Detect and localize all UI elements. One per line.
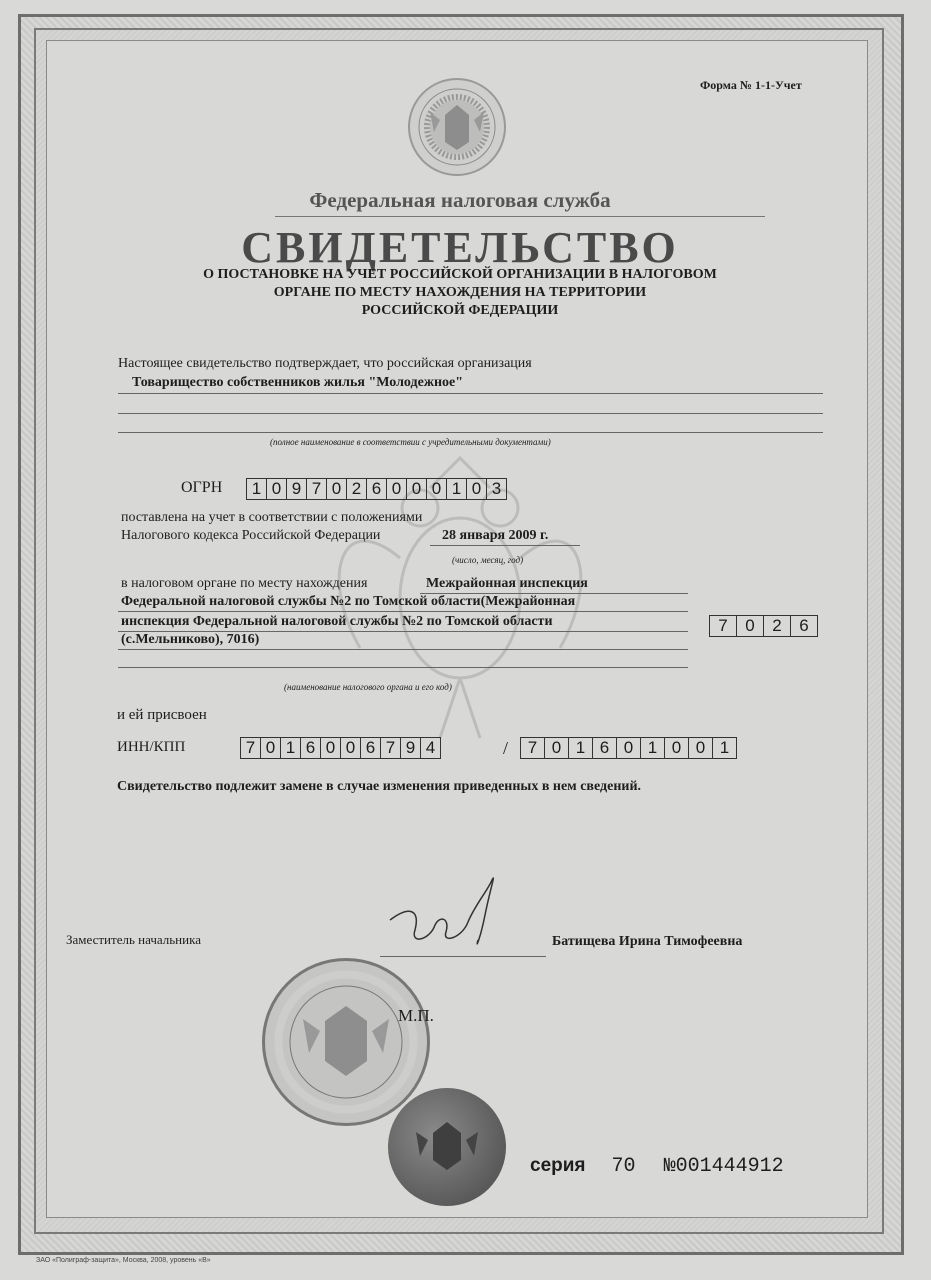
- tax-office-underline: [118, 667, 688, 668]
- inn-digit: 4: [425, 738, 436, 757]
- date-underline: [430, 545, 580, 546]
- tax-office-caption: (наименование налогового органа и его код): [284, 682, 452, 692]
- organization-name: Товарищество собственников жилья "Молодежное": [132, 375, 464, 390]
- inn-boxes: [240, 737, 441, 759]
- subtitle-line: РОССИЙСКОЙ ФЕДЕРАЦИИ: [361, 303, 559, 318]
- kpp-digit: 1: [569, 738, 593, 758]
- tax-office-underline: [118, 649, 688, 650]
- inn-digit: 7: [381, 738, 401, 758]
- tax-office-underline: [118, 611, 688, 612]
- ogrn-digit: 0: [267, 479, 287, 499]
- org-line-2: [118, 413, 823, 414]
- kpp-digit: 0: [665, 738, 689, 758]
- document-title: СВИДЕТЕЛЬСТВО: [241, 223, 679, 272]
- tax-office-line: Межрайонная инспекция: [426, 576, 588, 591]
- inn-digit: 7: [241, 738, 261, 758]
- agency-underline: [275, 216, 765, 217]
- inn-digit: 9: [401, 738, 421, 758]
- ogrn-digit: 7: [307, 479, 327, 499]
- tax-office-line: Федеральной налоговой службы №2 по Томской области(Межрайонная: [121, 594, 576, 609]
- registered-text-2: Налогового кодекса Российской Федерации: [121, 528, 381, 543]
- kpp-digit: 7: [521, 738, 545, 758]
- tax-office-line: (с.Мельниково), 7016): [121, 632, 260, 647]
- tax-office-line: инспекция Федеральной налоговой службы №2 по Томской области: [121, 614, 553, 629]
- inn-digit: 6: [361, 738, 381, 758]
- subtitle-line: ОРГАНЕ ПО МЕСТУ НАХОЖДЕНИЯ НА ТЕРРИТОРИИ: [273, 285, 647, 300]
- ogrn-digit: 0: [327, 479, 347, 499]
- printer-footer: ЗАО «Полиграф-защита», Москва, 2008, уровень «В»: [36, 1257, 211, 1264]
- kpp-digit: 6: [593, 738, 617, 758]
- org-name-caption: (полное наименование в соответствии с учредительными документами): [270, 437, 551, 447]
- tax-code-digit: 0: [737, 616, 764, 636]
- inn-kpp-label: ИНН/КПП: [117, 739, 186, 755]
- document-subtitle: [120, 266, 800, 320]
- emblem-icon: [408, 78, 506, 176]
- kpp-digit: 0: [689, 738, 713, 758]
- document-number: №001444912: [663, 1155, 784, 1178]
- ogrn-digit: 0: [407, 479, 427, 499]
- date-caption: (число, месяц, год): [452, 555, 524, 565]
- ogrn-boxes: [246, 478, 507, 500]
- inn-digit: 6: [301, 738, 321, 758]
- inn-digit: 0: [321, 738, 341, 758]
- handwritten-signature: [380, 870, 520, 970]
- subtitle-line: О ПОСТАНОВКЕ НА УЧЕТ РОССИЙСКОЙ ОРГАНИЗАЦИИ В НАЛОГОВОМ: [203, 267, 717, 282]
- ogrn-digit: 6: [367, 479, 387, 499]
- ogrn-digit: 0: [467, 479, 487, 499]
- agency-name: Федеральная налоговая служба: [309, 188, 611, 212]
- kpp-digit: 1: [719, 738, 730, 757]
- inn-kpp-separator: /: [503, 738, 509, 758]
- ogrn-digit: 0: [427, 479, 447, 499]
- registered-text-1: поставлена на учет в соответствии с положениями: [121, 510, 423, 525]
- tax-code-digit: 7: [710, 616, 737, 636]
- tax-code-digit: 2: [764, 616, 791, 636]
- tax-office-intro: в налоговом органе по месту нахождения: [121, 576, 368, 591]
- ogrn-digit: 3: [491, 479, 502, 498]
- org-line-3: [118, 432, 823, 433]
- tax-code-digit: 6: [799, 616, 809, 635]
- ogrn-label: ОГРН: [181, 479, 223, 496]
- series-value: 70: [611, 1155, 636, 1178]
- ogrn-digit: 1: [247, 479, 267, 499]
- series-label: серия: [530, 1155, 586, 1176]
- kpp-boxes: [520, 737, 737, 759]
- ogrn-digit: 0: [387, 479, 407, 499]
- ogrn-digit: 2: [347, 479, 367, 499]
- kpp-digit: 1: [641, 738, 665, 758]
- ogrn-digit: 1: [447, 479, 467, 499]
- ogrn-digit: 9: [287, 479, 307, 499]
- kpp-digit: 0: [617, 738, 641, 758]
- hologram-seal-icon: [388, 1088, 506, 1206]
- inn-digit: 0: [341, 738, 361, 758]
- tax-office-code-boxes: [709, 615, 818, 637]
- signer-name: Батищева Ирина Тимофеевна: [552, 934, 743, 949]
- assigned-text: и ей присвоен: [117, 707, 207, 723]
- signer-position: Заместитель начальника: [66, 932, 201, 947]
- inn-digit: 0: [261, 738, 281, 758]
- stamp-mark-mp: М.П.: [398, 1006, 434, 1025]
- intro-text: Настоящее свидетельство подтверждает, что российская организация: [118, 356, 532, 371]
- inn-digit: 1: [281, 738, 301, 758]
- form-number: Форма № 1-1-Учет: [700, 78, 802, 92]
- kpp-digit: 0: [545, 738, 569, 758]
- org-line-1: [118, 393, 823, 394]
- series-number-row: [530, 1155, 784, 1178]
- replacement-notice: Свидетельство подлежит замене в случае изменения приведенных в нем сведений.: [117, 779, 642, 794]
- registration-date: 28 января 2009 г.: [442, 528, 549, 543]
